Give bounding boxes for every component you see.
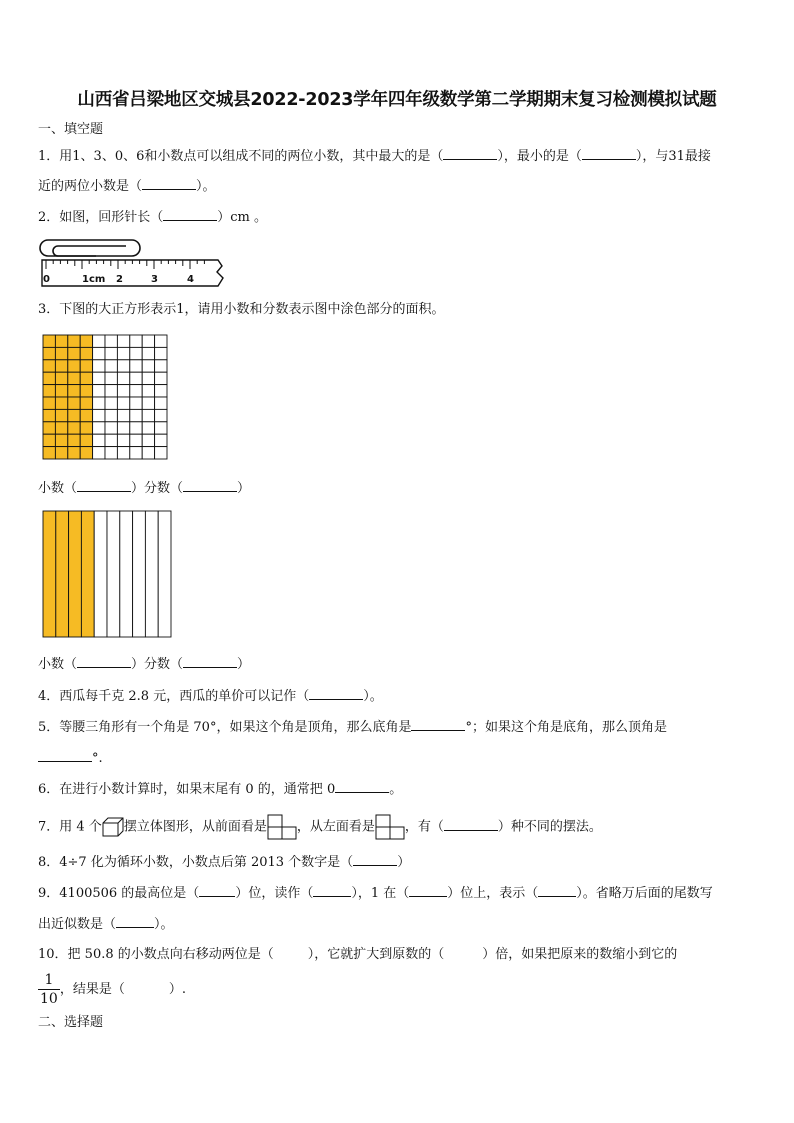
shaded-grid-cell — [68, 372, 80, 384]
question-8-text: 8．4÷7 化为循环小数，小数点后第 2013 个数字是（ ） — [38, 852, 410, 872]
fraction-one-tenth: $\frac{1}{10}$ — [40, 972, 58, 1007]
shaded-grid-cell — [55, 422, 67, 434]
answer-blank[interactable] — [409, 883, 447, 897]
grid-cell — [130, 372, 142, 384]
grid-cell — [117, 409, 129, 421]
grid-cell — [105, 434, 117, 446]
shaded-grid-cell — [43, 385, 55, 397]
grid-cell — [155, 335, 167, 347]
strip — [94, 511, 107, 637]
shaded-grid-cell — [55, 409, 67, 421]
question-3-answer-b: 小数（ ）分数（ ） — [38, 654, 250, 674]
shaded-grid-cell — [43, 434, 55, 446]
strip — [133, 511, 146, 637]
grid-cell — [117, 347, 129, 359]
fraction-answer-blank[interactable] — [183, 654, 237, 668]
question-3-text: 3．下图的大正方形表示1，请用小数和分数表示图中涂色部分的面积。 — [38, 302, 445, 317]
grid-cell — [155, 409, 167, 421]
shaded-grid-cell — [80, 372, 92, 384]
grid-cell — [142, 372, 154, 384]
grid-cell — [93, 385, 105, 397]
grid-cell — [155, 434, 167, 446]
grid-cell — [93, 409, 105, 421]
shaded-grid-cell — [68, 422, 80, 434]
grid-cell — [105, 372, 117, 384]
grid-cell — [130, 360, 142, 372]
grid-cell — [155, 372, 167, 384]
shaded-grid-cell — [80, 422, 92, 434]
shaded-strip — [81, 511, 94, 637]
grid-cell — [142, 385, 154, 397]
decimal-answer-blank[interactable] — [77, 478, 131, 492]
ruler-label: 4 — [187, 274, 194, 285]
shaded-grid-cell — [55, 447, 67, 459]
grid-cell — [105, 397, 117, 409]
section-heading-choice: 二、选择题 — [38, 1015, 104, 1030]
question-9-line-1: 9．4100506 的最高位是（ ）位，读作（ ），1 在（ ）位上，表示（ ）。省略万后面的尾数写 — [38, 883, 713, 903]
grid-cell — [142, 434, 154, 446]
shaded-grid-cell — [68, 347, 80, 359]
answer-blank[interactable] — [411, 717, 465, 731]
grid-cell — [142, 335, 154, 347]
shaded-grid-cell — [55, 434, 67, 446]
strip — [107, 511, 120, 637]
answer-blank[interactable] — [199, 883, 235, 897]
section-heading-fill-blank: 一、填空题 — [38, 122, 104, 137]
shaded-grid-cell — [43, 397, 55, 409]
shaded-grid-cell — [43, 347, 55, 359]
shaded-grid-cell — [68, 409, 80, 421]
shaded-grid-cell — [55, 360, 67, 372]
shaded-grid-cell — [43, 335, 55, 347]
grid-cell — [93, 372, 105, 384]
grid-cell — [105, 409, 117, 421]
grid-cell — [142, 347, 154, 359]
grid-cell — [155, 447, 167, 459]
ruler-label: 3 — [151, 274, 158, 285]
paperclip-icon — [40, 240, 140, 256]
shaded-strip — [43, 511, 56, 637]
answer-blank[interactable] — [444, 817, 498, 831]
shaded-grid-cell — [80, 397, 92, 409]
grid-cell — [142, 360, 154, 372]
shaded-grid-cell — [43, 447, 55, 459]
question-7-text: 7．用 4 个 摆立体图形，从前面看是 ，从左面看是 ，有（ ）种不同的摆法。 — [38, 814, 602, 840]
grid-cell — [130, 409, 142, 421]
grid-cell — [117, 422, 129, 434]
shaded-grid-cell — [68, 385, 80, 397]
grid-cell — [93, 360, 105, 372]
grid-cell — [155, 347, 167, 359]
answer-blank[interactable] — [582, 146, 636, 160]
grid-cell — [142, 447, 154, 459]
grid-cell — [142, 422, 154, 434]
grid-cell — [117, 335, 129, 347]
grid-cell — [105, 335, 117, 347]
question-3-answer-a: 小数（ ）分数（ ） — [38, 478, 250, 498]
grid-cell — [155, 360, 167, 372]
grid-cell — [117, 372, 129, 384]
grid-cell — [155, 385, 167, 397]
question-1-line-1: 1．用1、3、0、6和小数点可以组成不同的两位小数，其中最大的是（ ），最小的是（ ），与31最接 — [38, 146, 711, 166]
shaded-grid-cell — [68, 335, 80, 347]
answer-blank[interactable] — [142, 176, 196, 190]
question-1-line-2: 近的两位小数是（ ）。 — [38, 176, 216, 196]
shaded-grid-cell — [80, 409, 92, 421]
grid-cell — [117, 397, 129, 409]
strip — [145, 511, 158, 637]
ruler-label: 0 — [43, 274, 50, 285]
grid-cell — [105, 360, 117, 372]
grid-cell — [130, 447, 142, 459]
shaded-grid-cell — [55, 397, 67, 409]
grid-cell — [130, 422, 142, 434]
answer-blank[interactable] — [38, 748, 92, 762]
shaded-strip — [69, 511, 82, 637]
question-10-line-2: $\frac{1}{10}$ ，结果是（ ）. — [40, 972, 186, 1007]
grid-cell — [105, 347, 117, 359]
strip — [120, 511, 133, 637]
answer-blank[interactable] — [313, 883, 351, 897]
paperclip-ruler-figure — [36, 236, 228, 290]
grid-cell — [93, 397, 105, 409]
ruler-label: 1cm — [82, 274, 106, 285]
grid-cell — [105, 447, 117, 459]
answer-blank[interactable] — [116, 914, 154, 928]
grid-cell — [117, 434, 129, 446]
answer-blank[interactable] — [353, 852, 397, 866]
hundred-grid-figure — [42, 334, 170, 462]
answer-blank[interactable] — [538, 883, 576, 897]
shaded-grid-cell — [43, 372, 55, 384]
question-5-line-1: 5．等腰三角形有一个角是 70°，如果这个角是顶角，那么底角是 °；如果这个角是底角，那么顶角是 — [38, 717, 667, 737]
cube-icon — [102, 817, 124, 837]
ruler-label: 2 — [116, 274, 123, 285]
shaded-grid-cell — [55, 372, 67, 384]
grid-cell — [93, 335, 105, 347]
grid-cell — [142, 409, 154, 421]
front-view-icon — [267, 814, 297, 840]
strip — [158, 511, 171, 637]
ruler-icon — [42, 260, 223, 286]
grid-cell — [93, 347, 105, 359]
grid-cell — [93, 422, 105, 434]
answer-blank[interactable] — [309, 686, 363, 700]
shaded-strip — [56, 511, 69, 637]
shaded-grid-cell — [80, 347, 92, 359]
shaded-grid-cell — [43, 360, 55, 372]
shaded-grid-cell — [43, 422, 55, 434]
shaded-grid-cell — [43, 409, 55, 421]
grid-cell — [93, 447, 105, 459]
grid-cell — [117, 360, 129, 372]
shaded-grid-cell — [68, 360, 80, 372]
answer-blank[interactable] — [335, 779, 389, 793]
shaded-grid-cell — [68, 447, 80, 459]
grid-cell — [130, 434, 142, 446]
answer-blank[interactable] — [163, 207, 217, 221]
shaded-grid-cell — [68, 434, 80, 446]
shaded-grid-cell — [80, 434, 92, 446]
shaded-grid-cell — [80, 385, 92, 397]
question-2-text: 2．如图，回形针长（ ）cm 。 — [38, 207, 267, 227]
page-title: 山西省吕梁地区交城县2022-2023学年四年级数学第二学期期末复习检测模拟试题 — [77, 90, 717, 110]
decimal-answer-blank[interactable] — [77, 654, 131, 668]
question-4-text: 4．西瓜每千克 2.8 元，西瓜的单价可以记作（ ）。 — [38, 686, 383, 706]
question-6-text: 6．在进行小数计算时，如果末尾有 0 的，通常把 0 。 — [38, 779, 402, 799]
grid-cell — [155, 422, 167, 434]
fraction-answer-blank[interactable] — [183, 478, 237, 492]
grid-cell — [105, 385, 117, 397]
grid-cell — [130, 385, 142, 397]
grid-cell — [130, 347, 142, 359]
shaded-grid-cell — [80, 447, 92, 459]
grid-cell — [117, 447, 129, 459]
shaded-grid-cell — [55, 347, 67, 359]
grid-cell — [130, 335, 142, 347]
shaded-grid-cell — [55, 335, 67, 347]
grid-cell — [117, 385, 129, 397]
answer-blank[interactable] — [443, 146, 497, 160]
question-9-line-2: 出近似数是（ ）。 — [38, 914, 174, 934]
grid-cell — [130, 397, 142, 409]
shaded-grid-cell — [55, 385, 67, 397]
tenth-strips-figure — [42, 510, 174, 640]
grid-cell — [105, 422, 117, 434]
shaded-grid-cell — [80, 335, 92, 347]
grid-cell — [93, 434, 105, 446]
question-10-line-1: 10．把 50.8 的小数点向右移动两位是（ ），它就扩大到原数的（ ）倍，如果把原来的数缩小到它的 — [38, 947, 678, 962]
shaded-grid-cell — [80, 360, 92, 372]
grid-cell — [142, 397, 154, 409]
question-5-line-2: °. — [38, 748, 103, 768]
shaded-grid-cell — [68, 397, 80, 409]
left-view-icon — [375, 814, 405, 840]
grid-cell — [155, 397, 167, 409]
